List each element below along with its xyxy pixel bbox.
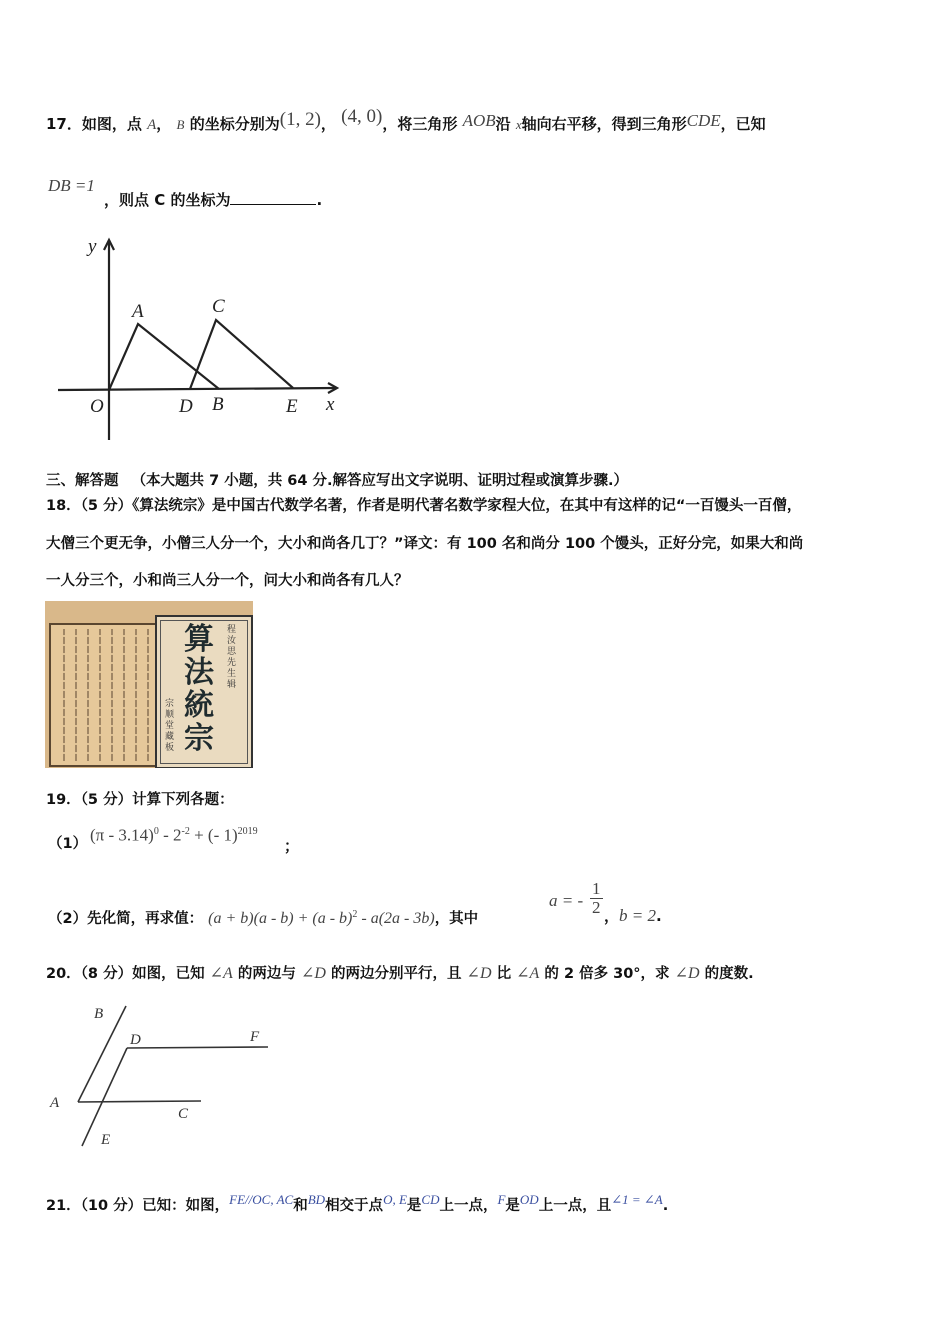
publisher-text: 宗顺堂藏板 [165, 699, 175, 753]
label-a: A [132, 301, 144, 322]
label-d: D [130, 1032, 141, 1048]
q18-line-3: 一人分三个，小和尚三人分一个，问大小和尚各有几人？ [46, 573, 409, 589]
q18-line-1: 18．（5 分）《算法统宗》是中国古代数学名著，作者是明代著名数学家程大位，在其中有这样的记“一百馒头一百僧， [46, 498, 802, 514]
section-note: （本大题共 7 小题，共 64 分.解答应写出文字说明、证明过程或演算步骤.） [131, 473, 629, 489]
point-b: B [176, 117, 185, 132]
author-text: 程汝思先生辑 [227, 625, 237, 690]
fraction-one-half: $\frac{1}{2}$ [592, 879, 601, 917]
label-c: C [212, 296, 225, 317]
title-char: 算 [184, 622, 214, 657]
label-d: D [179, 396, 193, 417]
suanfa-tongzong-book-image [45, 601, 253, 768]
label-b: B [212, 394, 224, 415]
label-e: E [101, 1132, 111, 1148]
title-char: 法 [184, 655, 214, 690]
q17-line-2b: ，则点 C 的坐标为 . [104, 191, 323, 209]
q19-part-1: （1） [48, 836, 88, 852]
label-c: C [178, 1106, 189, 1122]
label-a: A [50, 1095, 60, 1111]
coord-b: (4, 0) [341, 106, 383, 127]
q18-line-2: 大僧三个更无争，小僧三人分一个，大小和尚各几丁？”译文：有 100 名和尚分 100 个馒头，正好分完，如果大和尚 [46, 536, 804, 552]
coord-a: (1, 2) [279, 109, 321, 130]
y-axis-label: y [88, 236, 97, 257]
x-axis-label: x [326, 394, 335, 415]
q19-title: 19．（5 分）计算下列各题： [46, 792, 234, 808]
x-axis-var: x [515, 117, 522, 132]
section-heading [46, 471, 628, 491]
title-char: 統 [184, 688, 214, 723]
question-number: 20． [46, 966, 81, 982]
q19-a-value: a = - [549, 891, 584, 910]
q19-part-1-expr: $(\pi - 3.14)^0 - 2^{-2}$ + (- 1)$^{2019}$ [90, 825, 258, 845]
q21-line: 21．（10 分）已知：如图，FE//OC, AC和BD相交于点O, E是CD上一点，F是OD上一点，且∠1 = ∠A. [46, 1192, 669, 1214]
left-page [49, 623, 157, 767]
question-number: 21． [46, 1198, 81, 1214]
label-f: F [250, 1029, 260, 1045]
question-number: 19． [46, 792, 81, 808]
answer-blank[interactable] [230, 190, 316, 205]
section-title: 三、解答题 [46, 473, 119, 489]
question-number: 17． [46, 115, 82, 133]
q17-coordinate-figure [44, 232, 354, 447]
q19-b-value: ，b = 2. [604, 906, 662, 925]
q20-parallel-angles-figure [44, 998, 284, 1153]
triangle-cde: CDE [686, 111, 721, 130]
q17-line-1: 17．如图，点 A， B 的坐标分别为(1, 2)， (4, 0)，将三角形 AOB沿 x轴向右平移，得到三角形CDE，已知 [46, 106, 766, 133]
q19-part-2: （2）先化简，再求值： (a + b)(a - b) + (a - b)$^2$ - a(2a - 3b)，其中 [48, 909, 479, 927]
label-e: E [286, 396, 298, 417]
q20-line: 20．（8 分）如图，已知 ∠A 的两边与 ∠D 的两边分别平行，且 ∠D 比 ∠A 的 2 倍多 30°，求 ∠D 的度数. [46, 965, 754, 982]
triangle-aob: AOB [462, 111, 496, 130]
point-a: A [147, 117, 157, 133]
question-number: 18． [46, 498, 81, 514]
q19-part-1-end: ； [284, 837, 300, 855]
label-b: B [94, 1006, 104, 1022]
origin-label: O [90, 396, 104, 417]
q17-line-2 [48, 176, 95, 196]
title-char: 宗 [184, 721, 214, 756]
right-page [155, 615, 253, 768]
db-equation: DB =1 [48, 176, 95, 195]
